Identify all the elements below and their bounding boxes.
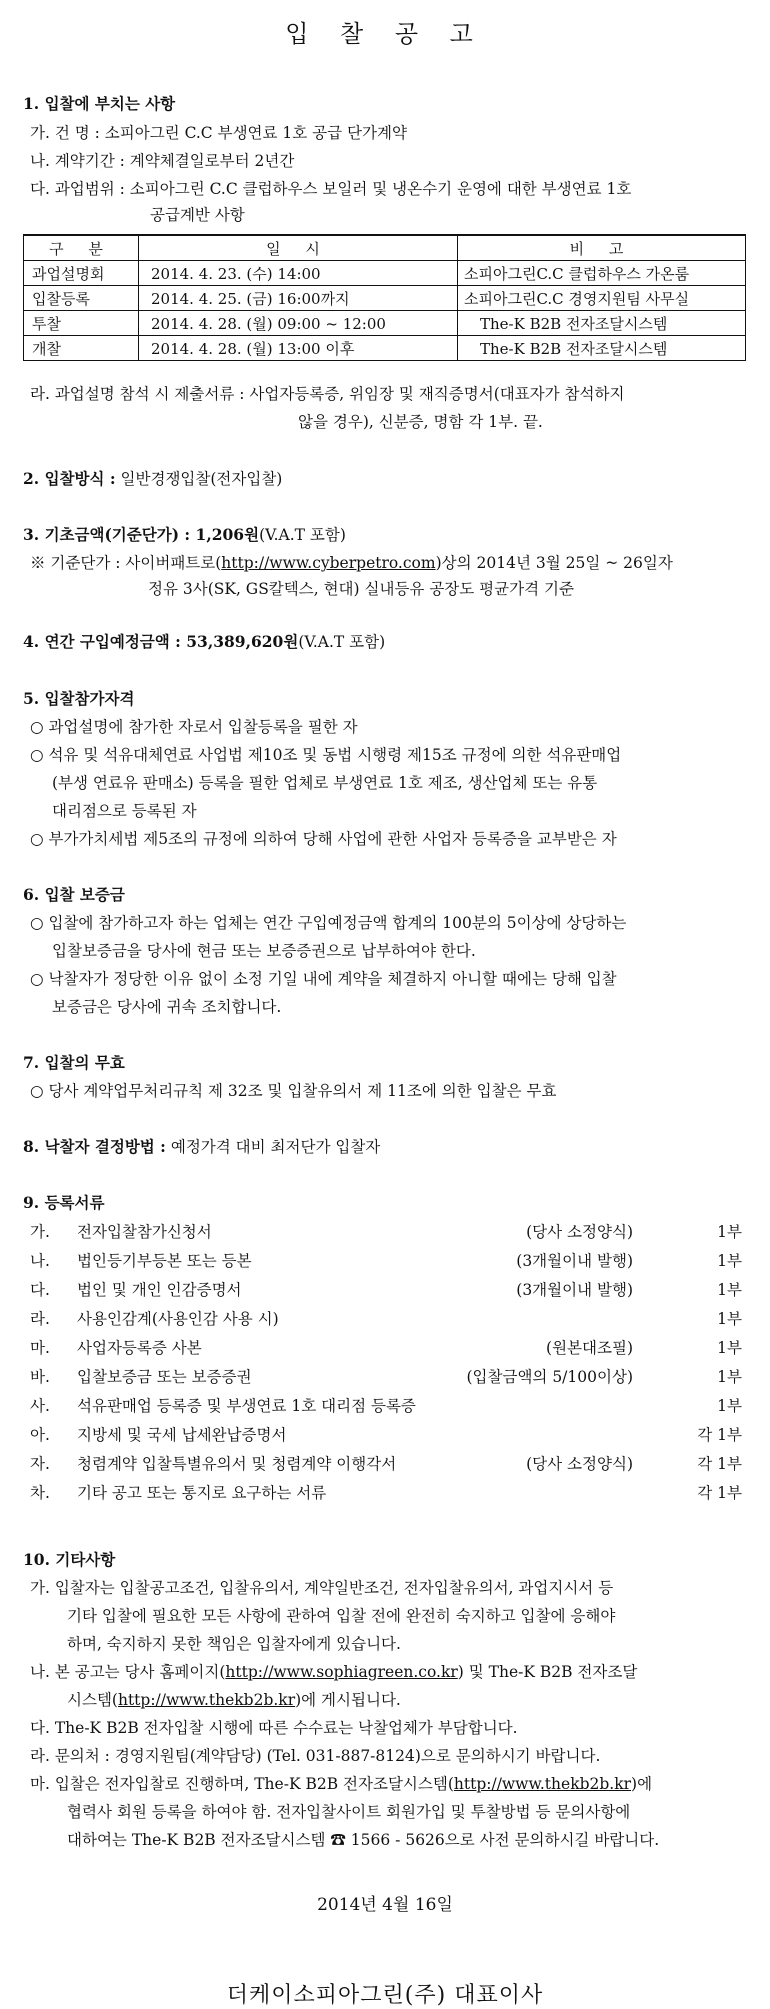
section-7-heading: 7. 입찰의 무효	[23, 1053, 125, 1072]
s3-note-text: ※ 기준단가 : 사이버패트로(	[30, 554, 222, 572]
list-item-cont: 대리점으로 등록된 자	[52, 802, 197, 820]
doc-number: 가.	[30, 1223, 50, 1241]
table-cell: The-K B2B 전자조달시스템	[458, 336, 746, 361]
doc-name: 전자입찰참가신청서	[77, 1223, 212, 1241]
section-1-heading: 1. 입찰에 부치는 사항	[23, 94, 176, 113]
s10-ma-text: 마. 입찰은 전자입찰로 진행하며, The-K B2B 전자조달시스템(	[30, 1775, 454, 1793]
s10-na2-text-end: )에 게시됩니다.	[295, 1691, 401, 1709]
cyberpetro-link[interactable]: http://www.cyberpetro.com	[221, 554, 436, 572]
doc-note: (3개월이내 발행)	[516, 1252, 633, 1270]
doc-number: 나.	[30, 1252, 50, 1270]
section-6-heading: 6. 입찰 보증금	[23, 885, 125, 904]
doc-quantity: 1부	[717, 1368, 742, 1386]
section-10-heading: 10. 기타사항	[23, 1550, 116, 1569]
table-header: 비 고	[458, 235, 746, 261]
doc-quantity: 1부	[717, 1252, 742, 1270]
list-item: ○ 낙찰자가 정당한 이유 없이 소정 기일 내에 계약을 체결하지 아니할 때에는 당해 입찰	[30, 970, 617, 988]
table-row	[24, 311, 746, 336]
doc-name: 사업자등록증 사본	[77, 1339, 202, 1357]
doc-quantity: 1부	[717, 1281, 742, 1299]
section-3-vat: (V.A.T 포함)	[259, 526, 346, 544]
table-cell: 2014. 4. 23. (수) 14:00	[139, 261, 458, 286]
section-8-heading: 8. 낙찰자 결정방법 :	[23, 1137, 166, 1156]
doc-quantity: 1부	[717, 1310, 742, 1328]
table-row	[24, 261, 746, 286]
doc-number: 라.	[30, 1310, 50, 1328]
doc-quantity: 각 1부	[697, 1426, 742, 1444]
section-9-heading: 9. 등록서류	[23, 1193, 105, 1212]
s10-item-ga: 가. 입찰자는 입찰공고조건, 입찰유의서, 계약일반조건, 전자입찰유의서, 과업지시서 등	[30, 1579, 614, 1597]
table-header-row	[24, 235, 746, 261]
section-8	[23, 1135, 380, 1157]
doc-quantity: 1부	[717, 1339, 742, 1357]
s3-note	[30, 551, 673, 573]
section-2	[23, 467, 282, 489]
table-cell: 소피아그린C.C 경영지원팀 사무실	[458, 286, 746, 311]
s1-item-da: 다. 과업범위 : 소피아그린 C.C 클럽하우스 보일러 및 냉온수기 운영에 대한 부생연료 1호	[30, 180, 632, 198]
section-5-heading: 5. 입찰참가자격	[23, 689, 135, 708]
issuer-name: 더케이소피아그린(주) 대표이사	[226, 1983, 544, 2008]
doc-quantity: 각 1부	[697, 1484, 742, 1502]
table-header: 일 시	[139, 235, 458, 261]
s10-item-ga-cont: 기타 입찰에 필요한 모든 사항에 관하여 입찰 전에 완전히 숙지하고 입찰에 응해야	[67, 1607, 616, 1625]
s10-na-text: 나. 본 공고는 당사 홈페이지(	[30, 1663, 226, 1681]
table-cell: 개찰	[24, 336, 139, 361]
list-item: ○ 과업설명에 참가한 자로서 입찰등록을 필한 자	[30, 718, 358, 736]
doc-number: 마.	[30, 1339, 50, 1357]
thekb2b-link[interactable]: http://www.thekb2b.kr	[117, 1691, 296, 1709]
table-cell: 소피아그린C.C 클럽하우스 가온룸	[458, 261, 746, 286]
s1-item-da-cont: 공급계반 사항	[150, 206, 245, 224]
page-title: 입 찰 공 고	[285, 20, 485, 48]
doc-number: 다.	[30, 1281, 50, 1299]
s10-item-ga-cont: 하며, 숙지하지 못한 책임은 입찰자에게 있습니다.	[67, 1635, 401, 1653]
s10-item-ma-cont: 대하여는 The-K B2B 전자조달시스템 ☎ 1566 - 5626으로 사전 문의하시길 바랍니다.	[67, 1831, 660, 1849]
section-3	[23, 523, 346, 545]
doc-number: 사.	[30, 1397, 50, 1415]
doc-name: 기타 공고 또는 통지로 요구하는 서류	[77, 1484, 327, 1502]
list-item: ○ 부가가치세법 제5조의 규정에 의하여 당해 사업에 관한 사업자 등록증을 교부받은 자	[30, 830, 617, 848]
list-item: ○ 당사 계약업무처리규칙 제 32조 및 입찰유의서 제 11조에 의한 입찰은 무효	[30, 1082, 557, 1100]
doc-name: 입찰보증금 또는 보증증권	[77, 1368, 252, 1386]
doc-number: 자.	[30, 1455, 50, 1473]
doc-note: (3개월이내 발행)	[516, 1281, 633, 1299]
doc-note: (당사 소정양식)	[526, 1223, 633, 1241]
table-cell: 과업설명회	[24, 261, 139, 286]
section-4-vat: (V.A.T 포함)	[298, 633, 386, 651]
list-item-cont: 보증금은 당사에 귀속 조치합니다.	[52, 998, 282, 1016]
doc-name: 지방세 및 국세 납세완납증명서	[77, 1426, 287, 1444]
doc-number: 아.	[30, 1426, 50, 1444]
list-item-cont: 입찰보증금을 당사에 현금 또는 보증증권으로 납부하여야 한다.	[52, 942, 476, 960]
table-cell: 2014. 4. 25. (금) 16:00까지	[139, 286, 458, 311]
table-cell: 투찰	[24, 311, 139, 336]
doc-note: (입찰금액의 5/100이상)	[466, 1368, 633, 1386]
table-cell: 입찰등록	[24, 286, 139, 311]
doc-quantity: 1부	[717, 1223, 742, 1241]
doc-note: (당사 소정양식)	[526, 1455, 633, 1473]
table-cell: 2014. 4. 28. (월) 13:00 이후	[139, 336, 458, 361]
s1-item-ga: 가. 건 명 : 소피아그린 C.C 부생연료 1호 공급 단가계약	[30, 124, 407, 142]
section-4	[23, 630, 385, 652]
table-cell: 2014. 4. 28. (월) 09:00 ~ 12:00	[139, 311, 458, 336]
s10-item-ma	[30, 1772, 652, 1794]
doc-quantity: 각 1부	[697, 1455, 742, 1473]
sophiagreen-link[interactable]: http://www.sophiagreen.co.kr	[225, 1663, 458, 1681]
doc-note: (원본대조필)	[546, 1339, 633, 1357]
section-2-heading: 2. 입찰방식 :	[23, 469, 116, 488]
s10-item-na	[30, 1660, 637, 1682]
s3-note-cont: 정유 3사(SK, GS칼텍스, 현대) 실내등유 공장도 평균가격 기준	[148, 580, 574, 598]
table-header: 구 분	[24, 235, 139, 261]
list-item: ○ 석유 및 석유대체연료 사업법 제10조 및 동법 시행령 제15조 규정에 의한 석유판매업	[30, 746, 622, 764]
s10-item-ma-cont: 협력사 회원 등록을 하여야 함. 전자입찰사이트 회원가입 및 투찰방법 등 문의사항에	[67, 1803, 631, 1821]
s10-na2-text: 시스템(	[67, 1691, 118, 1709]
s1-item-ra: 라. 과업설명 참석 시 제출서류 : 사업자등록증, 위임장 및 재직증명서(대표자가 참석하지	[30, 385, 625, 403]
table-row	[24, 286, 746, 311]
doc-number: 바.	[30, 1368, 50, 1386]
table-row	[24, 336, 746, 361]
s10-na-text-end: ) 및 The-K B2B 전자조달	[457, 1663, 638, 1681]
section-4-heading: 4. 연간 구입예정금액 : 53,389,620원	[23, 632, 299, 651]
s3-note-text-end: )상의 2014년 3월 25일 ~ 26일자	[435, 554, 673, 572]
doc-name: 청렴계약 입찰특별유의서 및 청렴계약 이행각서	[77, 1455, 397, 1473]
list-item-cont: (부생 연료유 판매소) 등록을 필한 업체로 부생연료 1호 제조, 생산업체 또는 유통	[52, 774, 598, 792]
schedule-table	[23, 234, 746, 361]
thekb2b-link[interactable]: http://www.thekb2b.kr	[453, 1775, 632, 1793]
s1-item-na: 나. 계약기간 : 계약체결일로부터 2년간	[30, 152, 295, 170]
notice-date: 2014년 4월 16일	[317, 1895, 453, 1915]
s10-item-ra: 라. 문의처 : 경영지원팀(계약담당) (Tel. 031-887-8124)으로 문의하시기 바랍니다.	[30, 1747, 601, 1765]
doc-name: 법인 및 개인 인감증명서	[77, 1281, 242, 1299]
s10-item-da: 다. The-K B2B 전자입찰 시행에 따른 수수료는 낙찰업체가 부담합니다.	[30, 1719, 518, 1737]
table-cell: The-K B2B 전자조달시스템	[458, 311, 746, 336]
doc-quantity: 1부	[717, 1397, 742, 1415]
s10-ma-text-end: )에	[631, 1775, 653, 1793]
section-2-text: 일반경쟁입찰(전자입찰)	[120, 470, 283, 488]
section-8-text: 예정가격 대비 최저단가 입찰자	[170, 1138, 381, 1156]
section-3-heading: 3. 기초금액(기준단가) : 1,206원	[23, 525, 260, 544]
doc-name: 법인등기부등본 또는 등본	[77, 1252, 252, 1270]
doc-name: 사용인감계(사용인감 사용 시)	[77, 1310, 279, 1328]
list-item: ○ 입찰에 참가하고자 하는 업체는 연간 구입예정금액 합계의 100분의 5이상에 상당하는	[30, 914, 627, 932]
s10-item-na-cont	[67, 1688, 401, 1710]
s1-item-ra-cont: 않을 경우), 신분증, 명함 각 1부. 끝.	[298, 413, 543, 431]
doc-name: 석유판매업 등록증 및 부생연료 1호 대리점 등록증	[77, 1397, 416, 1415]
doc-number: 차.	[30, 1484, 50, 1502]
